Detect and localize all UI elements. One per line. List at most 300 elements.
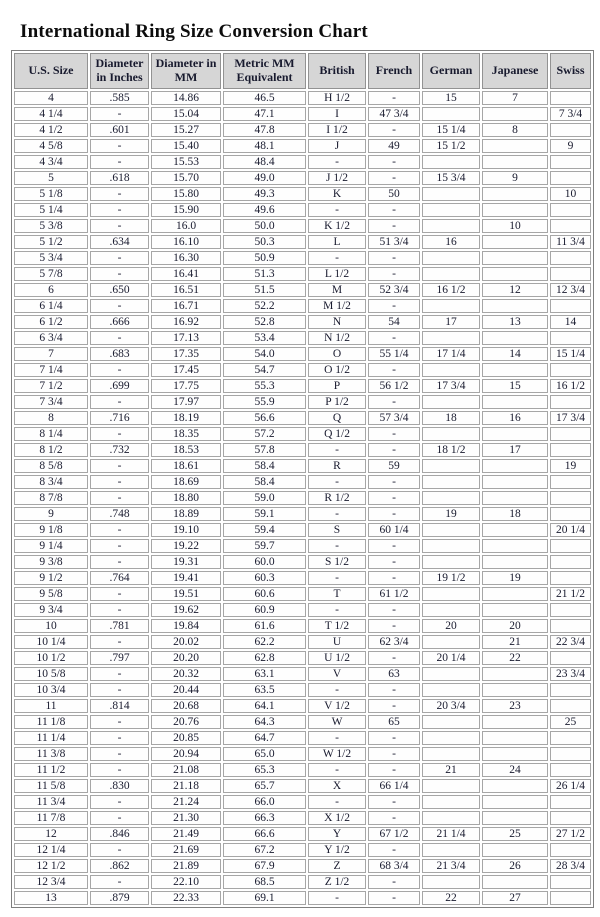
table-cell: 17.35: [151, 347, 221, 361]
table-cell: -: [368, 395, 420, 409]
table-cell: -: [90, 603, 149, 617]
table-cell: 57.2: [223, 427, 306, 441]
table-row: [14, 315, 591, 329]
table-cell: .879: [90, 891, 149, 905]
table-cell: 60.3: [223, 571, 306, 585]
table-cell: 12 1/4: [14, 843, 88, 857]
table-cell: .781: [90, 619, 149, 633]
table-cell: 49.0: [223, 171, 306, 185]
table-cell: [422, 811, 480, 825]
table-cell: 4: [14, 91, 88, 105]
table-cell: -: [90, 155, 149, 169]
table-cell: S: [308, 523, 366, 537]
table-cell: 12 3/4: [550, 283, 591, 297]
table-cell: 20.32: [151, 667, 221, 681]
table-cell: -: [368, 891, 420, 905]
column-header: Swiss: [550, 53, 591, 89]
table-cell: [422, 587, 480, 601]
table-cell: [482, 475, 548, 489]
table-cell: [550, 843, 591, 857]
table-cell: -: [90, 491, 149, 505]
table-cell: [550, 427, 591, 441]
table-row: [14, 395, 591, 409]
ring-size-conversion-table: [11, 50, 594, 908]
table-cell: -: [368, 795, 420, 809]
table-cell: .797: [90, 651, 149, 665]
table-cell: -: [368, 571, 420, 585]
table-cell: 10 1/2: [14, 651, 88, 665]
table-cell: -: [90, 267, 149, 281]
table-cell: K 1/2: [308, 219, 366, 233]
table-cell: -: [90, 299, 149, 313]
table-cell: [422, 539, 480, 553]
table-cell: -: [368, 443, 420, 457]
table-cell: 66 1/4: [368, 779, 420, 793]
table-cell: 21.69: [151, 843, 221, 857]
table-cell: [482, 555, 548, 569]
table-cell: 22.10: [151, 875, 221, 889]
table-cell: 4 1/4: [14, 107, 88, 121]
table-cell: 58.4: [223, 475, 306, 489]
table-cell: -: [90, 555, 149, 569]
table-cell: 62.2: [223, 635, 306, 649]
table-cell: N 1/2: [308, 331, 366, 345]
table-cell: 9 1/2: [14, 571, 88, 585]
table-cell: 5 1/2: [14, 235, 88, 249]
table-row: [14, 683, 591, 697]
table-cell: 60.0: [223, 555, 306, 569]
table-row: [14, 283, 591, 297]
column-header: Metric MM Equivalent: [223, 53, 306, 89]
table-cell: [482, 187, 548, 201]
table-cell: .683: [90, 347, 149, 361]
table-cell: 52.8: [223, 315, 306, 329]
table-cell: [422, 331, 480, 345]
table-cell: 16.0: [151, 219, 221, 233]
table-cell: -: [368, 171, 420, 185]
table-cell: 66.3: [223, 811, 306, 825]
table-cell: [422, 795, 480, 809]
table-cell: 54.7: [223, 363, 306, 377]
table-row: [14, 507, 591, 521]
table-row: [14, 859, 591, 873]
table-row: [14, 91, 591, 105]
table-cell: .814: [90, 699, 149, 713]
table-cell: 28 3/4: [550, 859, 591, 873]
table-cell: -: [368, 219, 420, 233]
table-cell: [422, 731, 480, 745]
table-cell: 51.3: [223, 267, 306, 281]
table-cell: 17 1/4: [422, 347, 480, 361]
column-header: Diameter in Inches: [90, 53, 149, 89]
table-cell: 10 1/4: [14, 635, 88, 649]
table-cell: [482, 731, 548, 745]
table-cell: 11: [14, 699, 88, 713]
table-cell: 16.92: [151, 315, 221, 329]
table-cell: 16.30: [151, 251, 221, 265]
table-cell: 27 1/2: [550, 827, 591, 841]
table-cell: 22.33: [151, 891, 221, 905]
table-cell: 8 1/4: [14, 427, 88, 441]
table-cell: 5 1/4: [14, 203, 88, 217]
table-cell: -: [90, 763, 149, 777]
table-cell: 54.0: [223, 347, 306, 361]
table-cell: [550, 123, 591, 137]
table-row: [14, 299, 591, 313]
table-cell: 20.76: [151, 715, 221, 729]
table-cell: [550, 619, 591, 633]
table-row: [14, 843, 591, 857]
column-header: Japanese: [482, 53, 548, 89]
table-row: [14, 251, 591, 265]
table-cell: [422, 459, 480, 473]
table-cell: W: [308, 715, 366, 729]
table-cell: 47 3/4: [368, 107, 420, 121]
table-cell: 11 3/8: [14, 747, 88, 761]
table-cell: .699: [90, 379, 149, 393]
table-cell: 48.1: [223, 139, 306, 153]
table-cell: 16.10: [151, 235, 221, 249]
table-cell: P: [308, 379, 366, 393]
table-row: [14, 587, 591, 601]
table-cell: T: [308, 587, 366, 601]
table-cell: -: [308, 795, 366, 809]
table-row: [14, 763, 591, 777]
table-cell: 17 3/4: [422, 379, 480, 393]
table-cell: 51.5: [223, 283, 306, 297]
column-header: German: [422, 53, 480, 89]
table-cell: [550, 331, 591, 345]
table-cell: 4 5/8: [14, 139, 88, 153]
table-cell: T 1/2: [308, 619, 366, 633]
table-cell: 20.02: [151, 635, 221, 649]
table-cell: -: [90, 459, 149, 473]
table-cell: .666: [90, 315, 149, 329]
table-cell: -: [368, 331, 420, 345]
table-cell: 19.22: [151, 539, 221, 553]
table-cell: [550, 443, 591, 457]
table-cell: -: [90, 747, 149, 761]
table-cell: 55 1/4: [368, 347, 420, 361]
table-cell: 25: [482, 827, 548, 841]
table-cell: 14: [550, 315, 591, 329]
table-cell: 68.5: [223, 875, 306, 889]
table-cell: [550, 251, 591, 265]
table-cell: I: [308, 107, 366, 121]
table-cell: 22: [482, 651, 548, 665]
table-row: [14, 715, 591, 729]
table-cell: 15 3/4: [422, 171, 480, 185]
table-cell: -: [368, 811, 420, 825]
table-cell: [550, 219, 591, 233]
table-cell: -: [368, 763, 420, 777]
table-cell: 18: [482, 507, 548, 521]
table-cell: H 1/2: [308, 91, 366, 105]
table-cell: -: [368, 299, 420, 313]
table-cell: -: [308, 155, 366, 169]
table-cell: 64.1: [223, 699, 306, 713]
table-cell: 16: [482, 411, 548, 425]
table-cell: 10: [14, 619, 88, 633]
table-cell: 19: [422, 507, 480, 521]
table-cell: 5: [14, 171, 88, 185]
table-cell: 57 3/4: [368, 411, 420, 425]
table-cell: 7 3/4: [14, 395, 88, 409]
table-cell: -: [90, 331, 149, 345]
table-cell: 64.3: [223, 715, 306, 729]
table-cell: 65.7: [223, 779, 306, 793]
table-cell: -: [90, 875, 149, 889]
table-cell: -: [368, 251, 420, 265]
table-cell: 52 3/4: [368, 283, 420, 297]
table-cell: 49.3: [223, 187, 306, 201]
table-cell: 65.3: [223, 763, 306, 777]
table-cell: -: [308, 203, 366, 217]
table-cell: 7: [14, 347, 88, 361]
table-cell: 20: [422, 619, 480, 633]
table-cell: [422, 475, 480, 489]
table-cell: 16.51: [151, 283, 221, 297]
table-cell: 21 1/2: [550, 587, 591, 601]
table-cell: 9 3/4: [14, 603, 88, 617]
table-cell: 15.40: [151, 139, 221, 153]
table-row: [14, 523, 591, 537]
table-cell: 8: [14, 411, 88, 425]
table-cell: -: [368, 475, 420, 489]
table-cell: 11 1/4: [14, 731, 88, 745]
table-cell: -: [90, 523, 149, 537]
table-row: [14, 475, 591, 489]
table-cell: -: [90, 251, 149, 265]
table-cell: 18.53: [151, 443, 221, 457]
table-cell: Q: [308, 411, 366, 425]
table-cell: -: [368, 731, 420, 745]
table-cell: 21: [482, 635, 548, 649]
table-cell: [550, 299, 591, 313]
table-cell: [422, 843, 480, 857]
table-cell: 20.20: [151, 651, 221, 665]
table-cell: 15.27: [151, 123, 221, 137]
table-cell: 16: [422, 235, 480, 249]
table-cell: O: [308, 347, 366, 361]
table-cell: -: [368, 155, 420, 169]
table-cell: [482, 235, 548, 249]
table-cell: -: [368, 843, 420, 857]
table-cell: Y: [308, 827, 366, 841]
table-cell: 21.30: [151, 811, 221, 825]
table-cell: 50.9: [223, 251, 306, 265]
table-cell: [422, 747, 480, 761]
table-cell: [482, 331, 548, 345]
table-cell: 59.1: [223, 507, 306, 521]
table-cell: 60 1/4: [368, 523, 420, 537]
table-cell: 20.44: [151, 683, 221, 697]
table-cell: [422, 363, 480, 377]
table-cell: 17.13: [151, 331, 221, 345]
table-cell: Y 1/2: [308, 843, 366, 857]
table-row: [14, 459, 591, 473]
table-cell: 10: [482, 219, 548, 233]
table-cell: -: [368, 91, 420, 105]
table-cell: -: [90, 843, 149, 857]
table-cell: 20: [482, 619, 548, 633]
table-cell: 21.24: [151, 795, 221, 809]
table-cell: -: [90, 731, 149, 745]
table-cell: 66.0: [223, 795, 306, 809]
table-cell: 18.19: [151, 411, 221, 425]
table-cell: 69.1: [223, 891, 306, 905]
table-row: [14, 779, 591, 793]
table-row: [14, 267, 591, 281]
table-cell: Q 1/2: [308, 427, 366, 441]
table-cell: 8 3/4: [14, 475, 88, 489]
table-cell: 67 1/2: [368, 827, 420, 841]
table-cell: -: [90, 635, 149, 649]
table-row: [14, 139, 591, 153]
table-cell: -: [308, 539, 366, 553]
table-cell: 55.9: [223, 395, 306, 409]
table-cell: -: [368, 603, 420, 617]
table-row: [14, 795, 591, 809]
table-cell: L: [308, 235, 366, 249]
table-cell: M 1/2: [308, 299, 366, 313]
table-cell: -: [90, 667, 149, 681]
table-cell: 48.4: [223, 155, 306, 169]
table-cell: 21 1/4: [422, 827, 480, 841]
table-cell: -: [308, 891, 366, 905]
table-cell: 19.10: [151, 523, 221, 537]
table-cell: [482, 395, 548, 409]
table-cell: R: [308, 459, 366, 473]
table-cell: [550, 603, 591, 617]
table-cell: 62.8: [223, 651, 306, 665]
table-cell: 17.45: [151, 363, 221, 377]
table-cell: [550, 731, 591, 745]
table-cell: 46.5: [223, 91, 306, 105]
table-cell: -: [90, 683, 149, 697]
column-header: U.S. Size: [14, 53, 88, 89]
page-title: International Ring Size Conversion Chart: [20, 20, 368, 42]
table-cell: 26 1/4: [550, 779, 591, 793]
table-cell: .650: [90, 283, 149, 297]
table-cell: 19.51: [151, 587, 221, 601]
table-cell: 8: [482, 123, 548, 137]
table-cell: 53.4: [223, 331, 306, 345]
table-cell: P 1/2: [308, 395, 366, 409]
table-cell: 21 3/4: [422, 859, 480, 873]
table-cell: [422, 555, 480, 569]
table-cell: .764: [90, 571, 149, 585]
table-cell: -: [308, 251, 366, 265]
table-cell: .585: [90, 91, 149, 105]
table-cell: V 1/2: [308, 699, 366, 713]
table-row: [14, 331, 591, 345]
table-cell: [482, 251, 548, 265]
table-cell: -: [368, 555, 420, 569]
table-cell: 7 1/2: [14, 379, 88, 393]
table-cell: 18.61: [151, 459, 221, 473]
table-row: [14, 363, 591, 377]
table-cell: L 1/2: [308, 267, 366, 281]
table-cell: 5 7/8: [14, 267, 88, 281]
table-row: [14, 379, 591, 393]
table-cell: 18.89: [151, 507, 221, 521]
table-cell: 16 1/2: [550, 379, 591, 393]
table-row: [14, 747, 591, 761]
table-cell: 59.0: [223, 491, 306, 505]
table-row: [14, 651, 591, 665]
table-cell: -: [90, 107, 149, 121]
table-cell: [422, 715, 480, 729]
table-row: [14, 731, 591, 745]
table-cell: 15.04: [151, 107, 221, 121]
table-cell: 21.89: [151, 859, 221, 873]
table-cell: [422, 779, 480, 793]
table-cell: .862: [90, 859, 149, 873]
table-cell: 15 1/4: [422, 123, 480, 137]
table-cell: -: [90, 475, 149, 489]
table-cell: [550, 683, 591, 697]
table-cell: 15: [422, 91, 480, 105]
table-row: [14, 827, 591, 841]
table-cell: 63: [368, 667, 420, 681]
table-cell: 59.4: [223, 523, 306, 537]
table-cell: 68 3/4: [368, 859, 420, 873]
table-cell: [482, 715, 548, 729]
table-cell: [422, 603, 480, 617]
table-cell: [422, 491, 480, 505]
table-cell: 7: [482, 91, 548, 105]
table-cell: 17: [422, 315, 480, 329]
table-cell: [482, 299, 548, 313]
table-cell: 4 3/4: [14, 155, 88, 169]
table-cell: 19.31: [151, 555, 221, 569]
table-cell: -: [368, 363, 420, 377]
table-cell: 18.35: [151, 427, 221, 441]
table-cell: 14.86: [151, 91, 221, 105]
table-cell: -: [368, 507, 420, 521]
table-cell: 8 7/8: [14, 491, 88, 505]
table-cell: R 1/2: [308, 491, 366, 505]
table-cell: [482, 459, 548, 473]
table-cell: 20.68: [151, 699, 221, 713]
table-cell: -: [90, 427, 149, 441]
table-cell: [422, 683, 480, 697]
column-header: Diameter in MM: [151, 53, 221, 89]
table-cell: -: [90, 539, 149, 553]
table-cell: [422, 219, 480, 233]
table-row: [14, 427, 591, 441]
table-cell: [550, 267, 591, 281]
table-cell: 18: [422, 411, 480, 425]
table-cell: [422, 267, 480, 281]
table-cell: [482, 667, 548, 681]
table-cell: 12 1/2: [14, 859, 88, 873]
table-cell: .748: [90, 507, 149, 521]
table-cell: .830: [90, 779, 149, 793]
table-cell: Z: [308, 859, 366, 873]
table-cell: -: [90, 811, 149, 825]
table-cell: 16.41: [151, 267, 221, 281]
table-cell: 24: [482, 763, 548, 777]
table-cell: 49.6: [223, 203, 306, 217]
table-row: [14, 171, 591, 185]
table-cell: 15.90: [151, 203, 221, 217]
table-cell: 7 3/4: [550, 107, 591, 121]
table-cell: 21: [422, 763, 480, 777]
table-cell: 8 5/8: [14, 459, 88, 473]
table-cell: 23: [482, 699, 548, 713]
